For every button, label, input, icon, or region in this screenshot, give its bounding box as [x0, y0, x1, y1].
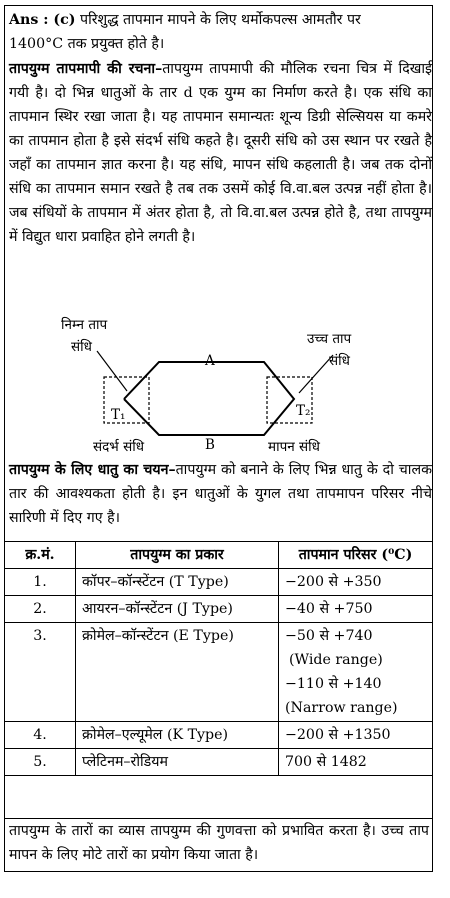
table-cell-range: −40 से +750: [279, 596, 433, 623]
construction-body: तापयुग्म तापमापी की मौलिक रचना चित्र में दिखाई गयी है। दो भिन्न धातुओं के तार d एक युग्म का निर्माण करते है। एक संधि का तापमान स्थिर रखा जाता है। यह तापमान समान्यतः शून्य डिग्री सेल्सियस या कमरे का तापमान होता है इसे संदर्भ संधि कहते है। दूसरी संधि को उस स्थान पर रखते है जहाँ का तापमान ज्ञात करना है। यह संधि, मापन संधि कहलाती है। जब तक दोनों संधि का तापमान समान रखते है तब तक उसमें कोई वि.वा.बल उत्पन्न नहीं होता है। जब संधियों के तापमान में अंतर होता है, तो वि.वा.बल उत्पन्न होते है, तथा तापयुग्म में विद्युत धारा प्रवाहित होने लगती है।: [9, 61, 432, 245]
narrow-range-note: (Narrow range): [285, 700, 398, 716]
table-cell-type: क्रोमेल–एल्यूमेल (K Type): [76, 722, 279, 749]
col-header-serial: क्र.मं.: [5, 542, 76, 569]
wide-range-value: −50 से +740: [285, 628, 373, 644]
high-temp-label: उच्च ताप: [307, 331, 352, 347]
construction-heading: तापयुग्म तापमापी की रचना–: [9, 61, 163, 77]
selection-heading: तापयुग्म के लिए धातु का चयन–: [9, 462, 176, 478]
reference-junction-label: संदर्भ संधि: [93, 439, 145, 455]
table-cell-serial: 5.: [5, 749, 76, 776]
narrow-range-value: −110 से +140: [285, 676, 382, 692]
col-header-range: तापमान परिसर (⁰C): [279, 542, 433, 569]
table-row: [5, 623, 433, 722]
answer-line2: 1400°C तक प्रयुक्त होते है।: [9, 36, 165, 52]
footer-box: [4, 818, 433, 872]
table-cell-type: आयरन–कॉन्स्टेंटन (J Type): [76, 596, 279, 623]
footer-text: तापयुग्म के तारों का व्यास तापयुग्म की गुणवत्ता को प्रभावित करता है। उच्च ताप मापन के लिए मोटे तारों का प्रयोग किया जाता है।: [9, 823, 429, 863]
col-header-type: तापयुग्म का प्रकार: [76, 542, 279, 569]
thermocouple-diagram: [9, 313, 432, 463]
selection-body: तापयुग्म को बनाने के लिए भिन्न धातु के दो चालक तार की आवश्यकता होती है। इन धातुओं के युगल तथा तापमापन परिसर नीचे सारिणी में दिए गए है।: [9, 462, 433, 526]
wire-a-label: A: [205, 353, 215, 369]
t2-label: T₂: [296, 403, 311, 419]
table-cell-range: [279, 623, 433, 722]
answer-prefix: Ans : (c): [9, 12, 76, 28]
table-cell-serial: 3.: [5, 623, 76, 722]
wire-b-label: B: [205, 437, 215, 453]
table-cell-serial: 4.: [5, 722, 76, 749]
high-junction-pointer: [299, 355, 333, 393]
thermocouple-table: [4, 541, 433, 776]
table-row: [5, 596, 433, 623]
low-junction-pointer: [97, 351, 127, 391]
construction-paragraph: [9, 57, 432, 249]
table-cell-type: क्रोमेल–कॉन्स्टेंटन (E Type): [76, 623, 279, 722]
answer-line1: परिशुद्ध तापमान मापने के लिए थर्मोकपल्स आमतौर पर: [75, 12, 361, 28]
table-cell-range: −200 से +350: [279, 569, 433, 596]
wide-range-note: (Wide range): [289, 652, 383, 668]
table-cell-serial: 1.: [5, 569, 76, 596]
table-row: [5, 722, 433, 749]
selection-paragraph: [9, 458, 432, 530]
table-header-row: [5, 542, 433, 569]
table-cell-type: कॉपर–कॉन्स्टेंटन (T Type): [76, 569, 279, 596]
low-junction-label: संधि: [71, 339, 92, 355]
table-cell-range: −200 से +1350: [279, 722, 433, 749]
measuring-junction-label: मापन संधि: [268, 439, 320, 455]
table-cell-range: 700 से 1482: [279, 749, 433, 776]
t1-label: T₁: [111, 407, 126, 423]
table-cell-serial: 2.: [5, 596, 76, 623]
thermocouple-figure: [9, 313, 432, 463]
table-row: [5, 569, 433, 596]
table-cell-type: प्लेटिनम–रोडियम: [76, 749, 279, 776]
low-temp-label: निम्न ताप: [61, 317, 108, 333]
answer-paragraph: [9, 8, 432, 56]
table-row: [5, 749, 433, 776]
high-junction-label: संधि: [329, 353, 350, 369]
